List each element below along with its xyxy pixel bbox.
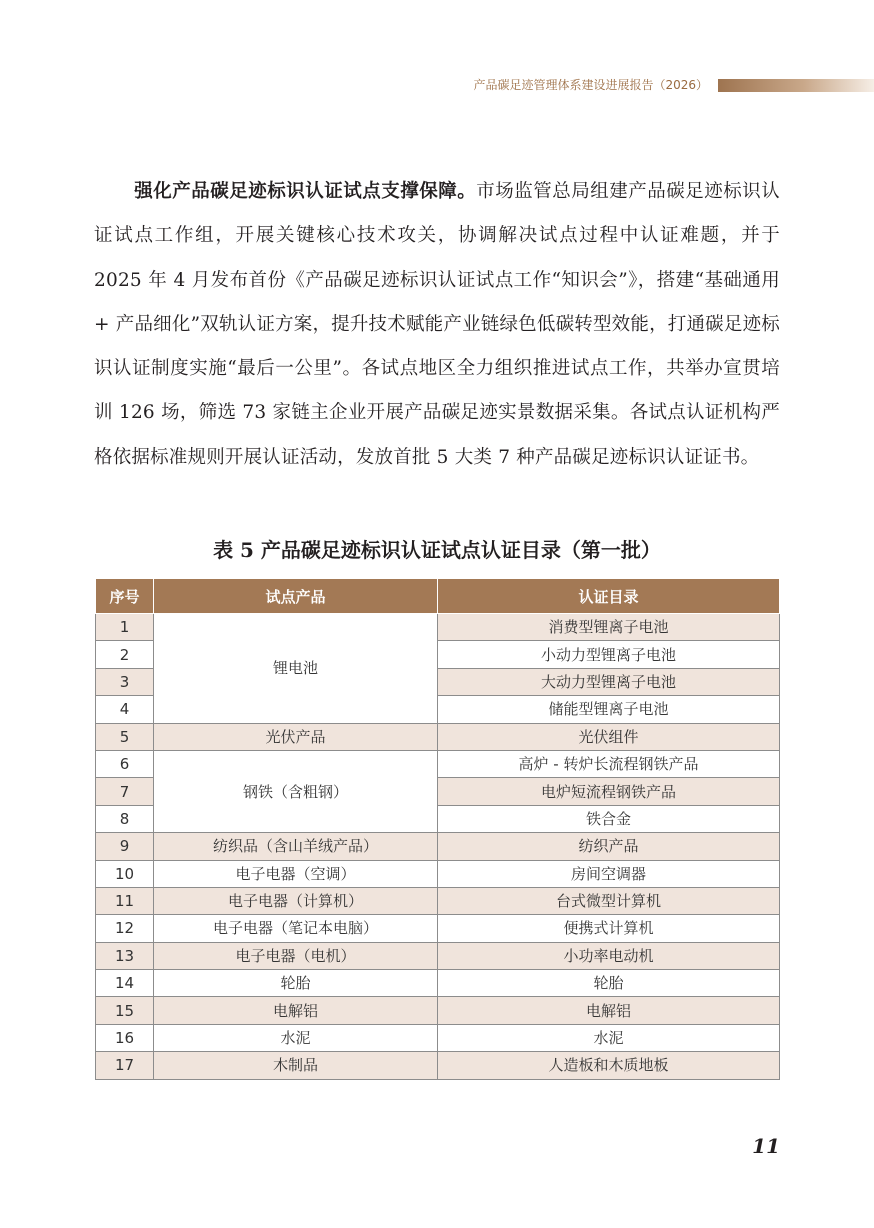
row-catalog-item: 台式微型计算机 [438,887,780,914]
table-title: 表 5 产品碳足迹标识认证试点认证目录（第一批） [213,538,661,562]
table-row [96,915,780,942]
row-product: 木制品 [154,1052,438,1079]
row-catalog-item: 光伏组件 [438,723,780,750]
row-number: 9 [96,833,154,860]
header-serial: 序号 [96,579,154,614]
table-row [96,1052,780,1079]
row-product: 电子电器（笔记本电脑） [154,915,438,942]
row-number: 15 [96,997,154,1024]
certification-table [95,578,780,1080]
row-catalog-item: 小动力型锂离子电池 [438,641,780,668]
row-product: 纺织品（含山羊绒产品） [154,833,438,860]
row-catalog-item: 房间空调器 [438,860,780,887]
table-row [96,1024,780,1051]
paragraph-text: 市场监管总局组建产品碳足迹标识认证试点工作组，开展关键核心技术攻关，协调解决试点过程中认证难题，并于 2025 年 4 月发布首份《产品碳足迹标识认证试点工作“知识会”》，搭建“基础通用 + 产品细化”双轨认证方案，提升技术赋能产业链绿色低碳转型效能，打通碳足迹标识认证制度实施“最后一公里”。各试点地区全力组织推进试点工作，共举办宣贯培训 126 场，筛选 73 家链主企业开展产品碳足迹实景数据采集。各试点认证机构严格依据标准规则开展认证活动，发放首批 5 大类 7 种产品碳足迹标识认证证书。 [94,181,780,468]
row-catalog-item: 高炉 - 转炉长流程钢铁产品 [438,750,780,777]
row-number: 11 [96,887,154,914]
table-row [96,614,780,641]
running-header-title: 产品碳足迹管理体系建设进展报告（2026） [473,78,708,92]
paragraph-lead: 强化产品碳足迹标识认证试点支撑保障。 [134,181,477,202]
row-product: 钢铁（含粗钢） [154,750,438,832]
row-catalog-item: 轮胎 [438,970,780,997]
row-catalog-item: 铁合金 [438,805,780,832]
table-row [96,833,780,860]
row-catalog-item: 人造板和木质地板 [438,1052,780,1079]
table-row [96,970,780,997]
row-catalog-item: 小功率电动机 [438,942,780,969]
row-product: 轮胎 [154,970,438,997]
table-row [96,723,780,750]
row-number: 5 [96,723,154,750]
row-number: 7 [96,778,154,805]
table-row [96,860,780,887]
row-number: 14 [96,970,154,997]
row-catalog-item: 水泥 [438,1024,780,1051]
row-product: 电子电器（计算机） [154,887,438,914]
row-number: 17 [96,1052,154,1079]
row-catalog-item: 电解铝 [438,997,780,1024]
row-product: 光伏产品 [154,723,438,750]
table-row [96,942,780,969]
row-product: 水泥 [154,1024,438,1051]
row-catalog-item: 储能型锂离子电池 [438,696,780,723]
table-row [96,887,780,914]
table-row [96,750,780,777]
page-number: 11 [752,1134,780,1158]
header-catalog: 认证目录 [438,579,780,614]
row-catalog-item: 纺织产品 [438,833,780,860]
row-number: 13 [96,942,154,969]
row-number: 12 [96,915,154,942]
row-number: 2 [96,641,154,668]
row-number: 6 [96,750,154,777]
row-product: 电解铝 [154,997,438,1024]
row-product: 电子电器（电机） [154,942,438,969]
row-number: 1 [96,614,154,641]
row-catalog-item: 消费型锂离子电池 [438,614,780,641]
body-paragraph [94,170,780,480]
row-number: 10 [96,860,154,887]
row-number: 16 [96,1024,154,1051]
row-product: 电子电器（空调） [154,860,438,887]
row-number: 8 [96,805,154,832]
row-catalog-item: 电炉短流程钢铁产品 [438,778,780,805]
table-row [96,997,780,1024]
header-decorative-bar [718,79,874,92]
row-product: 锂电池 [154,614,438,724]
table-header-row [96,579,780,614]
header-product: 试点产品 [154,579,438,614]
row-number: 3 [96,668,154,695]
row-number: 4 [96,696,154,723]
row-catalog-item: 便携式计算机 [438,915,780,942]
row-catalog-item: 大动力型锂离子电池 [438,668,780,695]
